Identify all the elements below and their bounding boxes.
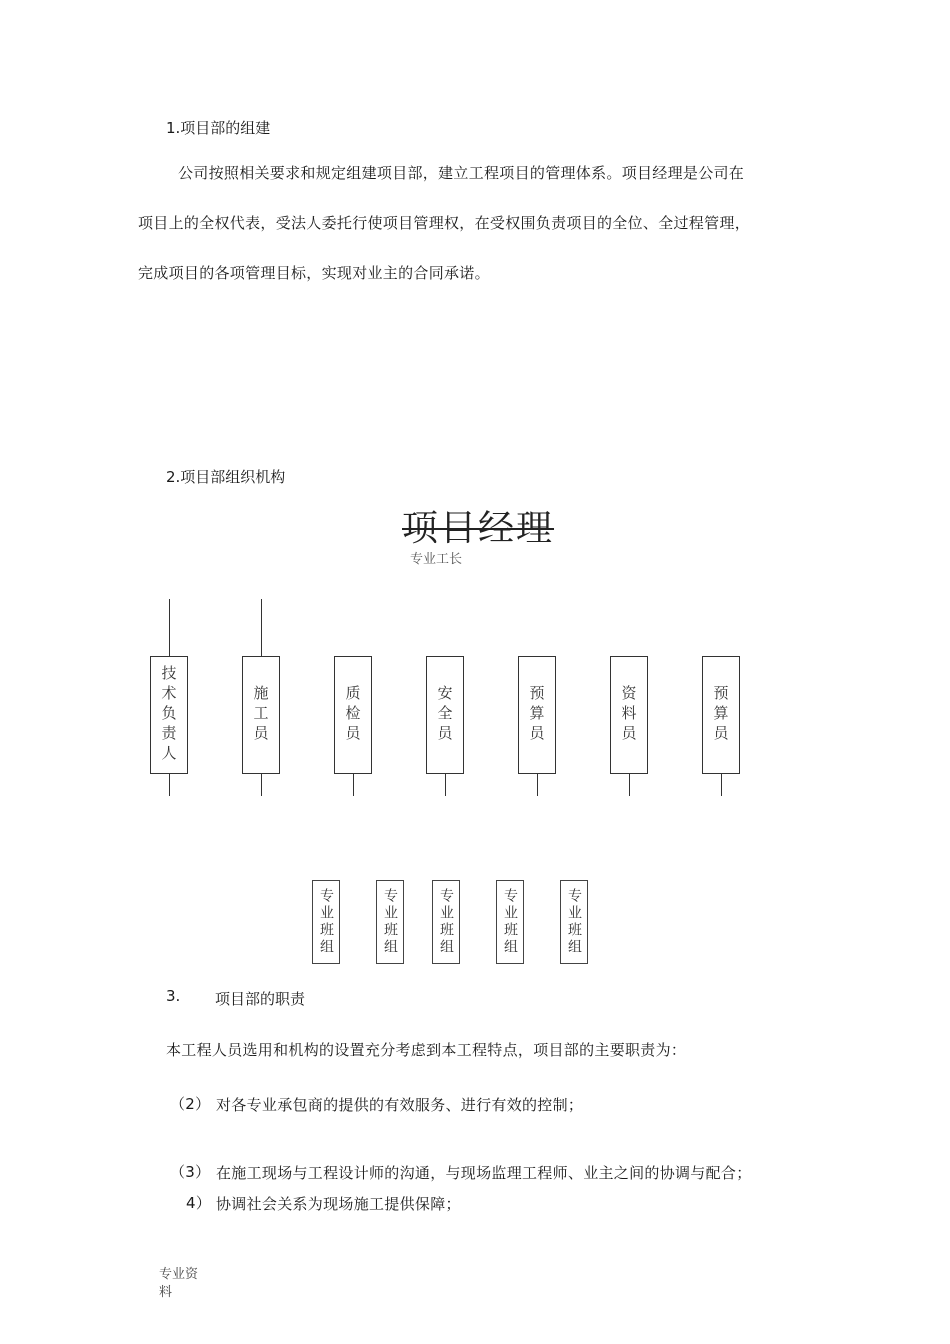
role-label: 质检员 <box>343 685 362 745</box>
team-box <box>376 880 404 964</box>
role-box-documents <box>610 656 648 774</box>
role-label: 安全员 <box>435 685 454 745</box>
team-box <box>496 880 524 964</box>
section3-title: 项目部的职责 <box>215 990 306 1008</box>
duty-number: （3） <box>170 1163 211 1181</box>
section1-line-2: 项目上的全权代表，受法人委托行使项目管理权，在受权围负责项目的全位、全过程管理， <box>138 214 751 232</box>
connector-line <box>169 599 170 656</box>
role-box-quality <box>334 656 372 774</box>
team-box <box>560 880 588 964</box>
connector-line <box>629 774 630 796</box>
role-box-technical-lead <box>150 656 188 774</box>
connector-line <box>353 774 354 796</box>
connector-line <box>445 774 446 796</box>
footer-label: 专业资料 <box>159 1267 199 1300</box>
team-label: 专业班组 <box>502 888 518 956</box>
section3-intro: 本工程人员选用和机构的设置充分考虑到本工程特点，项目部的主要职责为： <box>166 1041 687 1059</box>
project-manager-label: 项目经理 <box>402 508 555 549</box>
section1-title: 1.项目部的组建 <box>166 119 271 137</box>
duty-number: 4） <box>186 1194 212 1212</box>
team-box <box>432 880 460 964</box>
duty-number: （2） <box>170 1095 211 1113</box>
team-box <box>312 880 340 964</box>
duty-text: 协调社会关系为现场施工提供保障； <box>216 1195 461 1213</box>
duty-text: 对各专业承包商的提供的有效服务、进行有效的控制； <box>216 1096 584 1114</box>
team-label: 专业班组 <box>566 888 582 956</box>
connector-line <box>537 774 538 796</box>
role-label: 资料员 <box>619 685 638 745</box>
role-label: 施工员 <box>251 685 270 745</box>
section1-line-1: 公司按照相关要求和规定组建项目部，建立工程项目的管理体系。项目经理是公司在 <box>178 164 745 182</box>
role-label: 预算员 <box>711 685 730 745</box>
duty-text: 在施工现场与工程设计师的沟通，与现场监理工程师、业主之间的协调与配合； <box>216 1164 752 1182</box>
connector-line <box>721 774 722 796</box>
section3-number: 3. <box>166 987 181 1005</box>
connector-line <box>169 774 170 796</box>
role-box-construction <box>242 656 280 774</box>
team-label: 专业班组 <box>382 888 398 956</box>
section1-line-3: 完成项目的各项管理目标，实现对业主的合同承诺。 <box>138 264 490 282</box>
section2-title: 2.项目部组织机构 <box>166 468 286 486</box>
role-box-budget-2 <box>702 656 740 774</box>
team-label: 专业班组 <box>438 888 454 956</box>
foreman-label: 专业工长 <box>410 552 463 567</box>
connector-line <box>261 774 262 796</box>
role-box-safety <box>426 656 464 774</box>
connector-line <box>261 599 262 656</box>
role-box-budget <box>518 656 556 774</box>
role-label: 预算员 <box>527 685 546 745</box>
team-label: 专业班组 <box>318 888 334 956</box>
role-label: 技术负责人 <box>159 665 178 765</box>
